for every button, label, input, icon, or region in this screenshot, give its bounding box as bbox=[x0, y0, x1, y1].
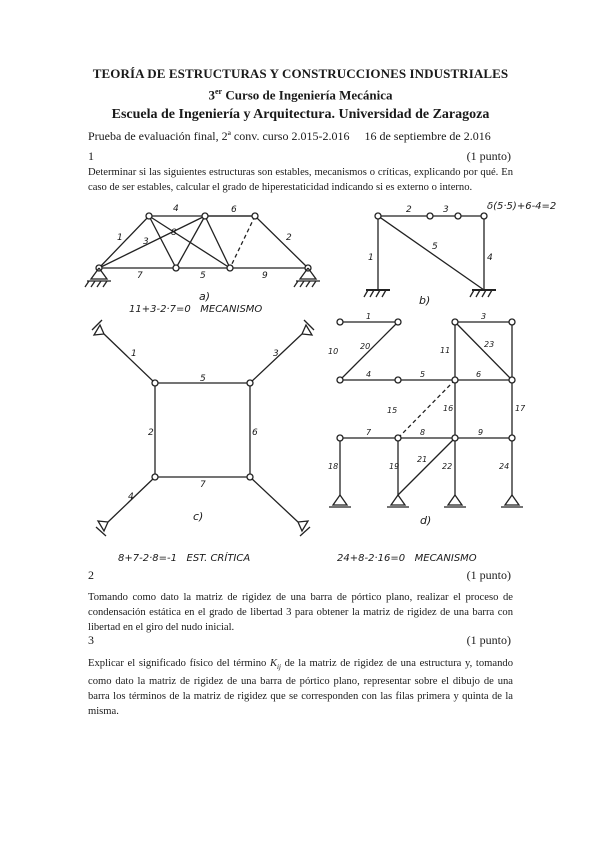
question-2-points: (1 punto) bbox=[466, 568, 511, 582]
question-2-text: Tomando como dato la matriz de rigidez de una barra de pórtico plano, realizar el proceso de condensación estática en el grado de libertad 3 para obtener la matriz de rigidez de una barra con libertad en el giro del nudo inicial. bbox=[88, 592, 513, 633]
bar-number: 4 bbox=[128, 492, 134, 502]
figure-c-label: c) bbox=[193, 510, 204, 523]
bar-number: 3 bbox=[443, 205, 449, 215]
bar-number: 1 bbox=[131, 349, 137, 359]
figure-d-label: d) bbox=[420, 514, 432, 527]
bar-number: 4 bbox=[487, 253, 493, 263]
bar-number: 7 bbox=[137, 271, 143, 281]
answer-b: δ(5·5)+6-4=2 bbox=[487, 201, 557, 212]
question-3-number: 3 bbox=[88, 633, 94, 647]
question-3-header bbox=[88, 633, 511, 648]
answer-d: 24+8-2·16=0 MECANISMO bbox=[337, 553, 477, 564]
figure-b-label: b) bbox=[419, 294, 431, 307]
bar-number: 20 bbox=[360, 342, 371, 351]
bar-number: 5 bbox=[420, 370, 426, 379]
bar-number: 21 bbox=[417, 455, 428, 464]
degree-name: Curso de Ingeniería Mecánica bbox=[225, 87, 393, 103]
bar-number: 6 bbox=[231, 205, 237, 215]
bar-number: 8 bbox=[420, 428, 426, 437]
bar-number: 1 bbox=[368, 253, 374, 263]
bar-number: 3 bbox=[481, 312, 487, 321]
bar-number: 1 bbox=[117, 233, 123, 243]
bar-number: 6 bbox=[476, 370, 482, 379]
question-1-text: Determinar si las siguientes estructuras son estables, mecanismos o críticas, explicando por qué. En caso de ser estables, calcular el grado de hiperestaticidad indicando si es externo o interno. bbox=[88, 167, 513, 193]
bar-number: 5 bbox=[200, 374, 206, 384]
course-title: TEORÍA DE ESTRUCTURAS Y CONSTRUCCIONES INDUSTRIALES bbox=[92, 66, 509, 81]
question-2-header bbox=[88, 568, 511, 583]
bar-number: 5 bbox=[200, 271, 206, 281]
bar-number: 1 bbox=[366, 312, 372, 321]
bar-number: 17 bbox=[515, 404, 526, 413]
question-3-text-after: de la matriz de rigidez de una estructura y, tomando como dato la matriz de rigidez de una barra de pórtico plano, representar sobre el dibujo de una barra los términos de la matriz de rigidez que se corresponden con las filas primera y quinta de la misma. bbox=[88, 658, 513, 717]
bar-number: 2 bbox=[406, 205, 412, 215]
bar-number: 15 bbox=[387, 406, 398, 415]
year-number: 3 bbox=[208, 87, 215, 103]
answer-a: 11+3-2·7=0 MECANISMO bbox=[129, 304, 263, 315]
structure-c bbox=[92, 320, 314, 536]
question-3-term-subscript: ij bbox=[277, 663, 281, 672]
bar-number: 8 bbox=[171, 228, 177, 238]
question-3-points: (1 punto) bbox=[466, 633, 511, 647]
bar-number: 2 bbox=[148, 428, 154, 438]
bar-number: 9 bbox=[478, 428, 484, 437]
question-2-number: 2 bbox=[88, 568, 94, 582]
bar-number: 7 bbox=[366, 428, 372, 437]
exam-info: Prueba de evaluación final, 2ª conv. curso 2.015-2.016 16 de septiembre de 2.016 bbox=[88, 129, 491, 143]
question-3-term bbox=[269, 658, 281, 672]
question-1-number: 1 bbox=[88, 149, 94, 163]
question-3-text bbox=[88, 657, 513, 719]
frame-b bbox=[364, 213, 496, 297]
bar-number: 9 bbox=[262, 271, 268, 281]
bar-number: 6 bbox=[252, 428, 258, 438]
question-1-points: (1 punto) bbox=[466, 149, 511, 163]
bar-number: 4 bbox=[366, 370, 372, 379]
answer-c: 8+7-2·8=-1 EST. CRÍTICA bbox=[118, 553, 251, 564]
year-suffix: er bbox=[214, 87, 223, 96]
bar-number: 22 bbox=[442, 462, 453, 471]
bar-number: 2 bbox=[286, 233, 292, 243]
bar-number: 16 bbox=[443, 404, 454, 413]
bar-number: 10 bbox=[328, 347, 339, 356]
bar-number: 18 bbox=[328, 462, 339, 471]
bar-number: 5 bbox=[432, 242, 438, 252]
school-name: Escuela de Ingeniería y Arquitectura. Universidad de Zaragoza bbox=[111, 107, 490, 122]
bar-number: 11 bbox=[440, 346, 451, 355]
bar-number: 19 bbox=[389, 462, 400, 471]
bar-number: 3 bbox=[273, 349, 279, 359]
bar-number: 24 bbox=[499, 462, 510, 471]
bar-number: 23 bbox=[484, 340, 495, 349]
bar-number: 3 bbox=[143, 237, 149, 247]
question-3-term-symbol: K bbox=[269, 658, 278, 669]
bar-number: 4 bbox=[173, 204, 179, 214]
question-3-text-before: Explicar el significado físico del término bbox=[88, 658, 270, 669]
bar-number: 7 bbox=[200, 480, 206, 490]
figure-a-label: a) bbox=[199, 290, 211, 303]
